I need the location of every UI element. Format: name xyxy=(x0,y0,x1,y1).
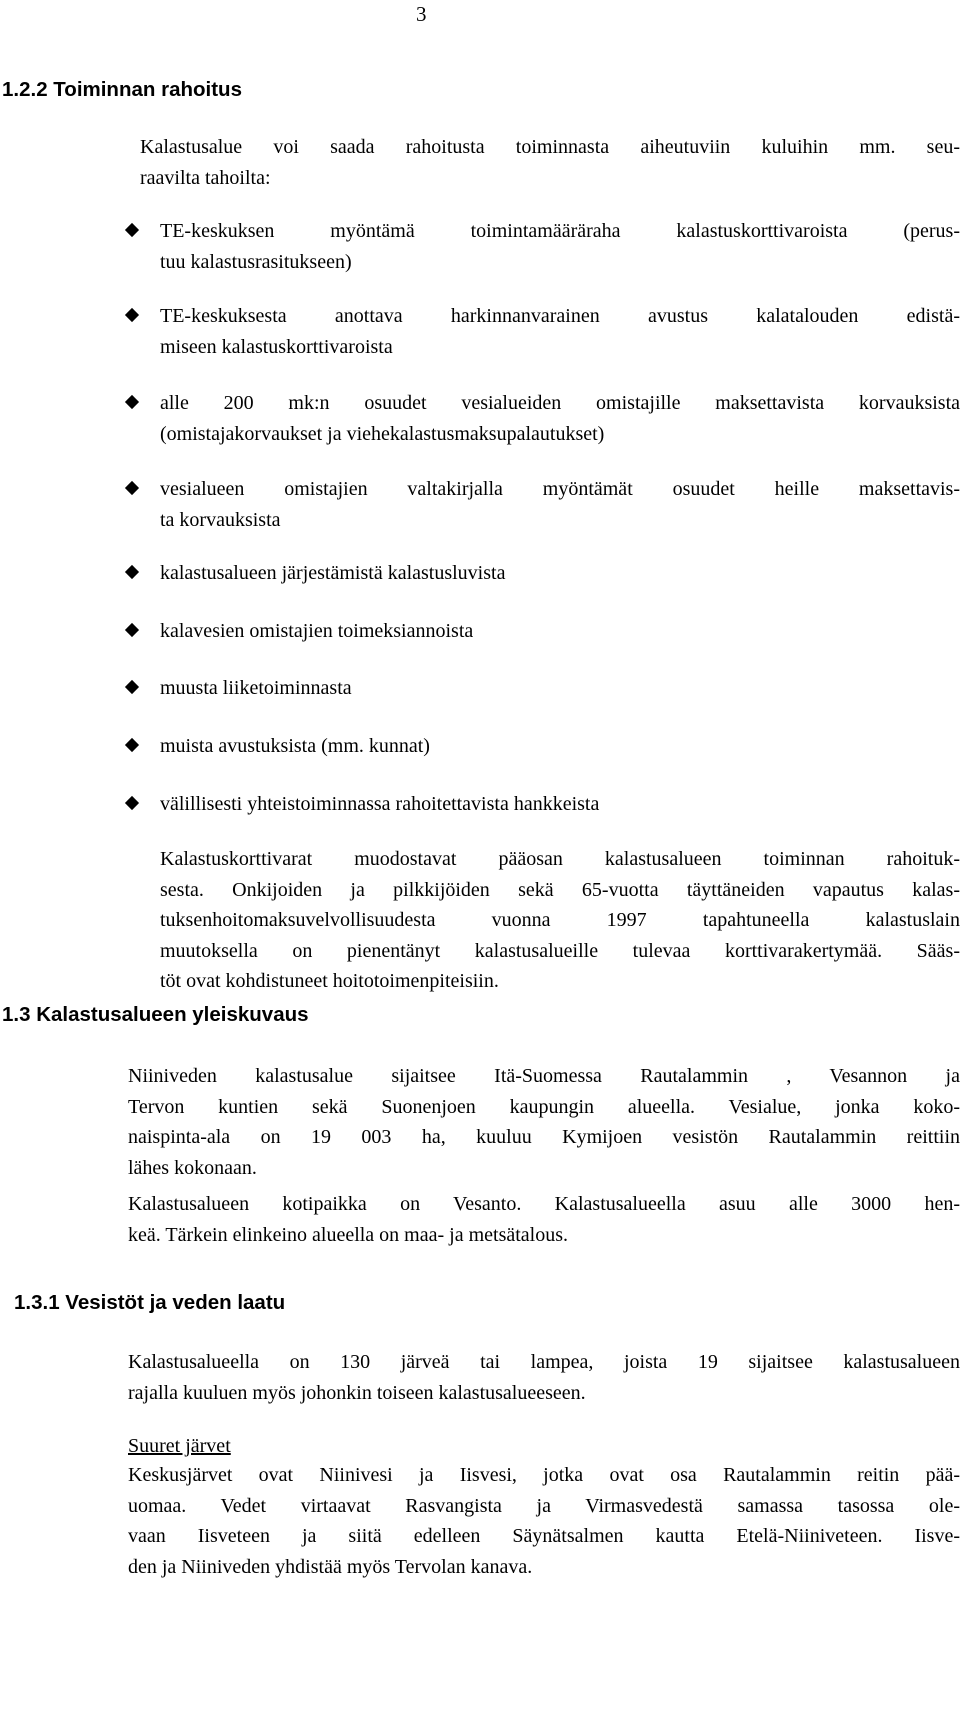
diamond-bullet-icon xyxy=(125,308,139,322)
diamond-bullet-icon xyxy=(125,565,139,579)
text-line: tuksenhoitomaksuvelvollisuudesta vuonna 1997 tapahtuneella kalastuslain xyxy=(160,909,960,931)
text-line: miseen kalastuskorttivaroista xyxy=(160,335,393,358)
text-line: Niiniveden kalastusalue sijaitsee Itä-Suomessa Rautalammin , Vesannon ja xyxy=(128,1065,960,1087)
text-line: Keskusjärvet ovat Niinivesi ja Iisvesi, jotka ovat osa Rautalammin reitin pää- xyxy=(128,1464,960,1486)
text-line: töt ovat kohdistuneet hoitotoimenpiteisiin. xyxy=(160,970,499,992)
list-item-text xyxy=(160,558,960,589)
list-item-text xyxy=(160,616,960,647)
text-line: raavilta tahoilta: xyxy=(140,166,271,189)
text-line: naispinta-ala on 19 003 ha, kuuluu Kymijoen vesistön Rautalammin reittiin xyxy=(128,1126,960,1148)
text-line: Kalastusalueella on 130 järveä tai lampea, joista 19 sijaitsee kalastusalueen xyxy=(128,1351,960,1373)
diamond-bullet-icon xyxy=(125,395,139,409)
text-line: den ja Niiniveden yhdistää myös Tervolan kanava. xyxy=(128,1555,533,1578)
text-line: TE-keskuksen myöntämä toimintamääräraha kalastuskorttivaroista (perus- xyxy=(160,220,960,242)
diamond-bullet-icon xyxy=(125,481,139,495)
text-line: Kalastusalue voi saada rahoitusta toiminnasta aiheutuviin kuluihin mm. seu- xyxy=(140,136,960,158)
subheading xyxy=(128,1431,960,1462)
diamond-bullet-icon xyxy=(125,680,139,694)
list-item xyxy=(115,474,960,535)
list-item-text xyxy=(160,474,960,535)
list-item xyxy=(115,216,960,277)
text-line: muista avustuksista (mm. kunnat) xyxy=(160,735,430,757)
list-item-text xyxy=(160,301,960,362)
paragraph xyxy=(128,1347,960,1408)
paragraph xyxy=(128,1061,960,1183)
text-line: Kalastusalueen kotipaikka on Vesanto. Kalastusalueella asuu alle 3000 hen- xyxy=(128,1193,960,1215)
text-line: välillisesti yhteistoiminnassa rahoitettavista hankkeista xyxy=(160,793,600,815)
text-line: uomaa. Vedet virtaavat Rasvangista ja Virmasvedestä samassa tasossa ole- xyxy=(128,1494,960,1517)
list-item-text xyxy=(160,673,960,704)
text-line: lähes kokonaan. xyxy=(128,1156,257,1179)
text-line: (omistajakorvaukset ja viehekalastusmaksupalautukset) xyxy=(160,422,605,445)
list-item-text xyxy=(160,388,960,449)
text-line: muutoksella on pienentänyt kalastusalueille tulevaa korttivarakertymää. Sääs- xyxy=(160,939,960,962)
diamond-bullet-icon xyxy=(125,796,139,810)
text-line: keä. Tärkein elinkeino alueella on maa- ja metsätalous. xyxy=(128,1223,569,1246)
list-item xyxy=(115,301,960,362)
closing-paragraph xyxy=(160,844,960,997)
text-line: alle 200 mk:n osuudet vesialueiden omistajille maksettavista korvauksista xyxy=(160,392,960,414)
diamond-bullet-icon xyxy=(125,223,139,237)
text-line: Kalastuskorttivarat muodostavat pääosan kalastusalueen toiminnan rahoituk- xyxy=(160,848,960,870)
text-line: TE-keskuksesta anottava harkinnanvarainen avustus kalatalouden edistä- xyxy=(160,305,960,327)
subheading-suuret-jarvet: Suuret järvet xyxy=(128,1435,231,1457)
text-line: vesialueen omistajien valtakirjalla myöntämät osuudet heille maksettavis- xyxy=(160,478,960,500)
list-item xyxy=(115,673,960,704)
paragraph xyxy=(128,1189,960,1250)
text-line: ta korvauksista xyxy=(160,508,281,531)
diamond-bullet-icon xyxy=(125,623,139,637)
text-line: kalavesien omistajien toimeksiannoista xyxy=(160,620,474,642)
section-heading-1-2-2: 1.2.2 Toiminnan rahoitus xyxy=(2,78,242,101)
list-item-text xyxy=(160,789,960,820)
section-heading-1-3-1: 1.3.1 Vesistöt ja veden laatu xyxy=(14,1291,286,1314)
text-line: muusta liiketoiminnasta xyxy=(160,677,352,699)
text-line: rajalla kuuluen myös johonkin toiseen kalastusalueeseen. xyxy=(128,1381,586,1404)
list-item-text xyxy=(160,216,960,277)
intro-paragraph xyxy=(140,132,960,193)
text-line: sesta. Onkijoiden ja pilkkijöiden sekä 65-vuotta täyttäneiden vapautus kalas- xyxy=(160,878,960,901)
text-line: tuu kalastusrasitukseen) xyxy=(160,250,352,273)
list-item-text xyxy=(160,731,960,762)
text-line: Tervon kuntien sekä Suonenjoen kaupungin alueella. Vesialue, jonka koko- xyxy=(128,1095,960,1118)
paragraph xyxy=(128,1460,960,1582)
list-item xyxy=(115,616,960,647)
section-heading-1-3: 1.3 Kalastusalueen yleiskuvaus xyxy=(2,1003,309,1026)
list-item xyxy=(115,789,960,820)
page-number: 3 xyxy=(416,2,427,26)
list-item xyxy=(115,558,960,589)
text-line: kalastusalueen järjestämistä kalastusluvista xyxy=(160,562,506,584)
list-item xyxy=(115,388,960,449)
text-line: vaan Iisveteen ja siitä edelleen Säynätsalmen kautta Etelä-Niiniveteen. Iisve- xyxy=(128,1525,960,1547)
diamond-bullet-icon xyxy=(125,738,139,752)
list-item xyxy=(115,731,960,762)
